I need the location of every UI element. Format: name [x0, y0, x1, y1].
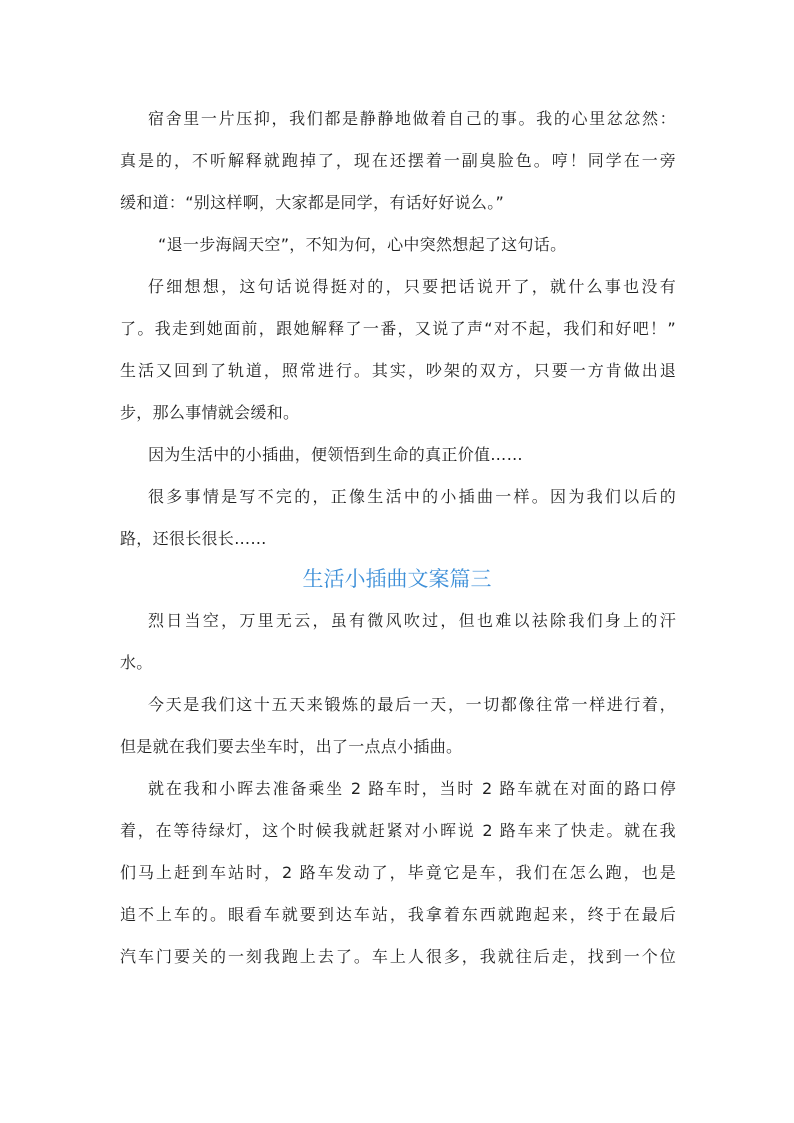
text-line: 着，在等待绿灯，这个时候我就赶紧对小晖说 2 路车来了快走。就在我	[120, 821, 676, 840]
text-line: 汽车门要关的一刻我跑上去了。车上人很多，我就往后走，找到一个位	[120, 947, 676, 966]
text-line: “退一步海阔天空”，不知为何，心中突然想起了这句话。	[158, 235, 567, 254]
text-line: 路，还很长很长……	[120, 529, 267, 548]
text-line: 就在我和小晖去准备乘坐 2 路车时，当时 2 路车就在对面的路口停	[148, 779, 676, 798]
text-line: 仔细想想，这句话说得挺对的，只要把话说开了，就什么事也没有	[148, 277, 676, 296]
text-line: 水。	[120, 653, 153, 672]
text-line: 宿舍里一片压抑，我们都是静静地做着自己的事。我的心里忿忿然：	[148, 109, 676, 128]
text-line: 今天是我们这十五天来锻炼的最后一天，一切都像往常一样进行着，	[148, 695, 676, 714]
text-line: 步，那么事情就会缓和。	[120, 403, 300, 422]
text-line: 因为生活中的小插曲，便领悟到生命的真正价值……	[148, 445, 523, 464]
text-line: 生活又回到了轨道，照常进行。其实，吵架的双方，只要一方肯做出退	[120, 361, 676, 380]
text-line: 追不上车的。眼看车就要到达车站，我拿着东西就跑起来，终于在最后	[120, 905, 676, 924]
text-line: 烈日当空，万里无云，虽有微风吹过，但也难以祛除我们身上的汗	[148, 611, 676, 630]
text-line: 们马上赶到车站时，2 路车发动了，毕竟它是车，我们在怎么跑，也是	[120, 863, 676, 882]
text-line: 缓和道：“别这样啊，大家都是同学，有话好好说么。”	[120, 193, 505, 212]
section-heading: 生活小插曲文案篇三	[302, 567, 492, 591]
text-line: 了。我走到她面前，跟她解释了一番，又说了声“对不起，我们和好吧！”	[120, 319, 676, 338]
text-line: 但是就在我们要去坐车时，出了一点点小插曲。	[120, 737, 463, 756]
text-line: 很多事情是写不完的，正像生活中的小插曲一样。因为我们以后的	[148, 487, 676, 506]
text-line: 真是的，不听解释就跑掉了，现在还摆着一副臭脸色。哼！同学在一旁	[120, 151, 676, 170]
